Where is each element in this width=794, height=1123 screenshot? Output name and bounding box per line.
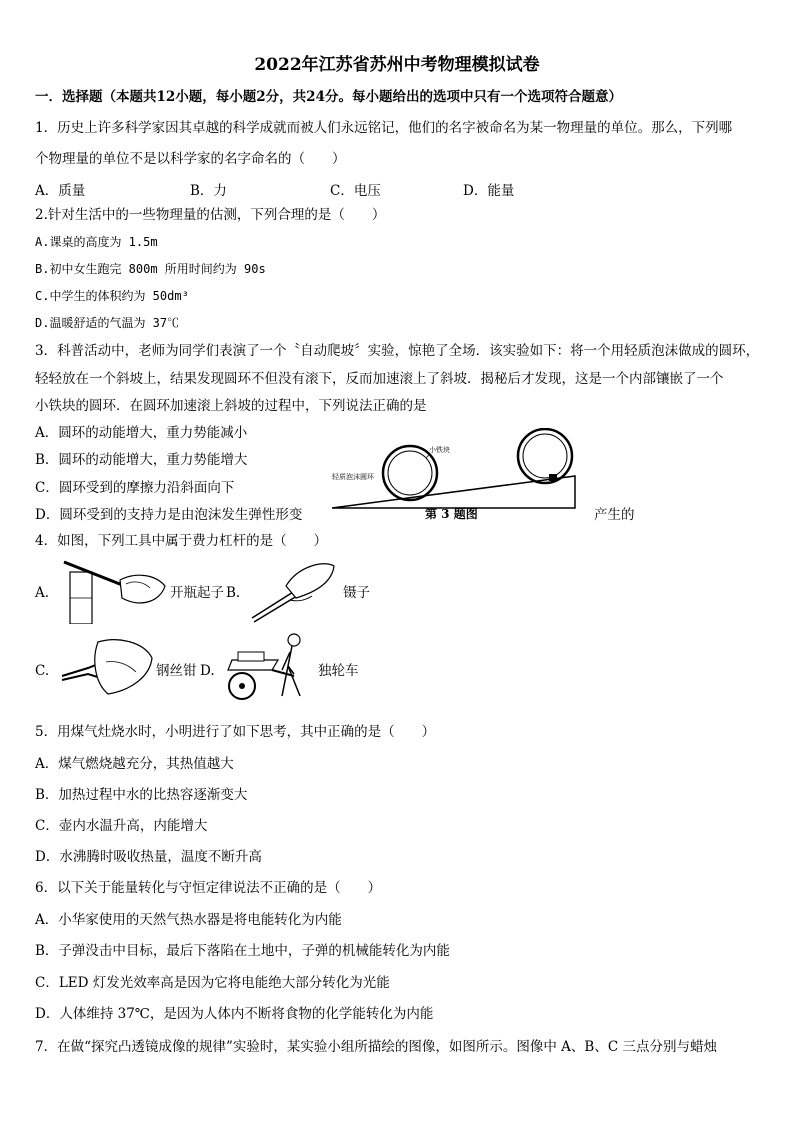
q4-label-c: 钢丝钳 <box>156 663 197 679</box>
q3-option-d: D．圆环受到的支持力是由泡沫发生弹性形变 <box>35 507 303 523</box>
q1-option-c: C．电压 <box>330 183 381 199</box>
q3-stem-line3: 小铁块的圆环．在圆环加速滚上斜坡的过程中，下列说法正确的是 <box>35 398 427 414</box>
q4-letter-c: C. <box>35 663 50 679</box>
q2-stem: 2.针对生活中的一些物理量的估测，下列合理的是（ ） <box>35 207 386 223</box>
q6-option-c: C．LED 灯发光效率高是因为它将电能绝大部分转化为光能 <box>35 975 390 991</box>
q1-stem-line1: 1．历史上许多科学家因其卓越的科学成就而被人们永远铭记，他们的名字被命名为某一物理量的单位。那么，下列哪 <box>35 120 733 136</box>
page-title: 2022年江苏省苏州中考物理模拟试卷 <box>254 55 540 75</box>
q1-option-a: A．质量 <box>35 183 86 199</box>
q2-option-c: C.中学生的体积约为 50dm³ <box>35 289 189 303</box>
q5-option-b: B．加热过程中水的比热容逐渐变大 <box>35 787 248 803</box>
hand <box>120 575 165 603</box>
section-heading: 一．选择题（本题共12小题，每小题2分，共24分。每小题给出的选项中只有一个选项符合题意） <box>35 89 622 105</box>
q3-stem-line2: 轻轻放在一个斜坡上，结果发现圆环不但没有滚下，反而加速滚上了斜坡．揭秘后才发现，这是一个内部镶嵌了一个 <box>35 371 724 387</box>
q4-letter-b: B. <box>226 585 241 601</box>
q1-option-d: D．能量 <box>463 183 515 199</box>
q3-figure-label-right: 小铁块 <box>429 446 450 454</box>
q4-label-a: 开瓶起子 <box>170 585 224 601</box>
q5-option-d: D．水沸腾时吸收热量，温度不断升高 <box>35 849 262 865</box>
hand <box>95 640 152 694</box>
q4-label-d: 独轮车 <box>318 663 359 679</box>
q5-option-a: A．煤气燃烧越充分，其热值越大 <box>35 756 234 772</box>
q4-letter-d: D. <box>200 663 215 679</box>
q5-stem: 5．用煤气灶烧水时，小明进行了如下思考，其中正确的是（ ） <box>35 724 436 740</box>
q3-stem-line1: 3．科普活动中，老师为同学们表演了一个〝自动爬坡〞实验，惊艳了全场．该实验如下：将一个用轻质泡沫做成的圆环， <box>35 343 760 359</box>
q3-option-a: A．圆环的动能增大，重力势能减小 <box>35 425 248 441</box>
q1-stem-line2: 个物理量的单位不是以科学家的名字命名的（ ） <box>35 151 346 167</box>
q2-option-a: A.课桌的高度为 1.5m <box>35 235 158 249</box>
q3-option-b: B．圆环的动能增大，重力势能增大 <box>35 452 248 468</box>
q4-stem: 4．如图，下列工具中属于费力杠杆的是（ ） <box>35 533 328 549</box>
q2-option-d: D.温暖舒适的气温为 37℃ <box>35 316 180 330</box>
tweezers-figure <box>246 556 336 626</box>
q6-option-b: B．子弹没击中目标，最后下落陷在土地中，子弹的机械能转化为内能 <box>35 943 450 959</box>
q3-figure <box>330 428 580 524</box>
worker-head <box>288 634 300 646</box>
foam-ring-right <box>518 429 572 483</box>
q4-label-b: 镊子 <box>343 585 370 601</box>
q6-option-a: A．小华家使用的天然气热水器是将电能转化为内能 <box>35 912 342 928</box>
q6-option-d: D．人体维持 37℃，是因为人体内不断将食物的化学能转化为内能 <box>35 1006 434 1022</box>
q7-stem: 7．在做“探究凸透镜成像的规律”实验时，某实验小组所描绘的图像，如图所示。图像中 A、B、C 三点分别与蜡烛 <box>35 1039 717 1055</box>
hand <box>286 564 334 598</box>
bottle-opener-figure <box>60 558 170 624</box>
q3-figure-caption: 第 3 题图 <box>425 507 478 521</box>
q5-option-c: C．壶内水温升高，内能增大 <box>35 818 208 834</box>
q3-figure-label-left: 轻质泡沫圆环 <box>332 473 374 481</box>
q3-option-c: C．圆环受到的摩擦力沿斜面向下 <box>35 480 235 496</box>
pliers-figure <box>58 632 156 700</box>
wheelbarrow-figure <box>222 630 316 702</box>
q4-letter-a: A. <box>35 585 50 601</box>
iron-block <box>549 474 557 481</box>
q3-option-d-tail: 产生的 <box>594 507 635 523</box>
q1-option-b: B．力 <box>190 183 227 199</box>
q6-stem: 6．以下关于能量转化与守恒定律说法不正确的是（ ） <box>35 880 382 896</box>
q2-option-b: B.初中女生跑完 800m 所用时间约为 90s <box>35 262 266 276</box>
